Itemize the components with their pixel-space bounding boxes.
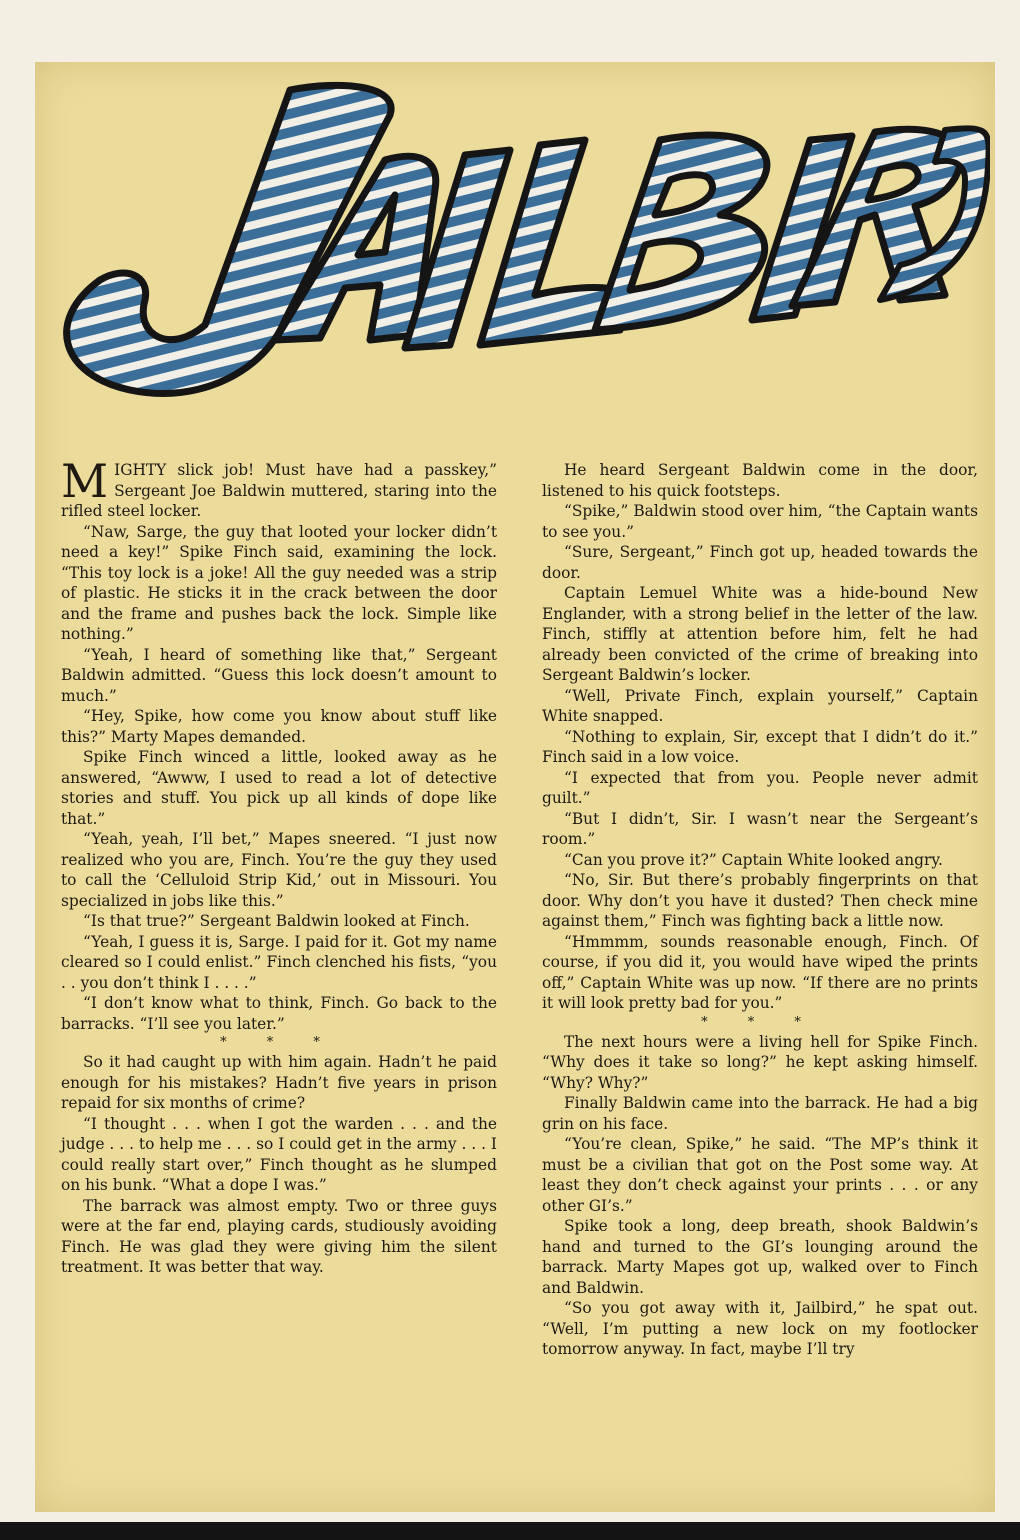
story-opening-text: IGHTY slick job! Must have had a passkey,” Sergeant Joe Baldwin muttered, staring into the rifled steel locker. xyxy=(61,461,497,520)
section-break: * * * xyxy=(701,1014,819,1030)
story-paragraph: “Spike,” Baldwin stood over him, “the Captain wants to see you.” xyxy=(542,502,978,541)
story-paragraph: He heard Sergeant Baldwin come in the door, listened to his quick footsteps. xyxy=(542,461,978,500)
story-paragraph: “Hey, Spike, how come you know about stuff like this?” Marty Mapes demanded. xyxy=(61,707,497,746)
story-paragraph: “Nothing to explain, Sir, except that I didn’t do it.” Finch said in a low voice. xyxy=(542,727,978,766)
story-paragraph: “Well, Private Finch, explain yourself,” Captain White snapped. xyxy=(542,686,978,725)
story-paragraph: “Yeah, I heard of something like that,” Sergeant Baldwin admitted. “Guess this lock doesn’t amount to much.” xyxy=(61,645,497,705)
story-paragraph: The barrack was almost empty. Two or three guys were at the far end, playing cards, studiously avoiding Finch. He was glad they were giving him the silent treatment. It was better that way. xyxy=(61,1196,497,1276)
story-column-left xyxy=(61,454,497,1278)
story-paragraph: “You’re clean, Spike,” he said. “The MP’s think it must be a civilian that got on the Post some way. At least they don’t check against your prints . . . or any other GI’s.” xyxy=(542,1135,978,1215)
story-paragraph: The next hours were a living hell for Spike Finch. “Why does it take so long?” he kept asking himself. “Why? Why?” xyxy=(542,1032,978,1092)
story-paragraph xyxy=(61,454,497,522)
story-paragraph: So it had caught up with him again. Hadn’t he paid enough for his mistakes? Hadn’t five years in prison repaid for six months of crime? xyxy=(61,1053,497,1112)
story-paragraph: “Can you prove it?” Captain White looked angry. xyxy=(564,850,943,869)
story-paragraph: “I don’t know what to think, Finch. Go back to the barracks. “I’ll see you later.” xyxy=(61,994,497,1033)
scan-edge xyxy=(0,1522,1020,1540)
story-paragraph: “So you got away with it, Jailbird,” he spat out. “Well, I’m putting a new lock on my footlocker tomorrow anyway. In fact, maybe I’ll try xyxy=(542,1299,978,1358)
story-paragraph: “I thought . . . when I got the warden . . . and the judge . . . to help me . . . so I could get in the army . . . I could really start over,” Finch thought as he slumped on his bunk. “What a dope I was.” xyxy=(61,1114,497,1194)
story-paragraph: “Naw, Sarge, the guy that looted your locker didn’t need a key!” Spike Finch said, examining the lock. “This toy lock is a joke! All the guy needed was a strip of plastic. He sticks it in the crack between the door and the frame and pushes back the lock. Simple like nothing.” xyxy=(61,522,497,643)
story-paragraph: “No, Sir. But there’s probably fingerprints on that door. Why don’t you have it dusted? Then check mine against them,” Finch was fighting back a little now. xyxy=(542,871,978,930)
story-paragraph: “Yeah, yeah, I’ll bet,” Mapes sneered. “I just now realized who you are, Finch. You’re the guy they used to call the ‘Celluloid Strip Kid,’ out in Missouri. You specialized in jobs like this.” xyxy=(61,830,497,910)
story-paragraph: Spike Finch winced a little, looked away as he answered, “Awww, I used to read a lot of detective stories and stuff. You pick up all kinds of dope like that.” xyxy=(61,748,497,828)
story-paragraph: “I expected that from you. People never admit guilt.” xyxy=(542,768,978,807)
dropcap: M xyxy=(61,454,109,508)
story-paragraph: “But I didn’t, Sir. I wasn’t near the Sergeant’s room.” xyxy=(542,809,978,848)
story-paragraph: Captain Lemuel White was a hide-bound New Englander, with a strong belief in the letter of the law. Finch, stiffly at attention before him, felt he had already been convicted of the crime of breaking into Sergeant Baldwin’s locker. xyxy=(542,584,978,684)
story-paragraph: Spike took a long, deep breath, shook Baldwin’s hand and turned to the GI’s lounging around the barrack. Marty Mapes got up, walked over to Finch and Baldwin. xyxy=(542,1217,978,1297)
story-paragraph: “Hmmmm, sounds reasonable enough, Finch. Of course, if you did it, you would have wiped the prints off,” Captain White was up now. “If there are no prints it will look pretty bad for you.” xyxy=(542,932,978,1012)
story-paragraph: “Sure, Sergeant,” Finch got up, headed towards the door. xyxy=(542,543,978,582)
title-logo xyxy=(40,70,990,430)
story-paragraph: “Is that true?” Sergeant Baldwin looked at Finch. xyxy=(83,912,470,930)
section-break: * * * xyxy=(220,1035,338,1050)
story-paragraph: Finally Baldwin came into the barrack. He had a big grin on his face. xyxy=(542,1094,978,1133)
title-logo-graphic xyxy=(40,70,990,430)
story-column-right xyxy=(542,460,978,1360)
story-paragraph: “Yeah, I guess it is, Sarge. I paid for it. Got my name cleared so I could enlist.” Finch clenched his fists, “you . . you don’t think I . . . .” xyxy=(61,932,497,992)
